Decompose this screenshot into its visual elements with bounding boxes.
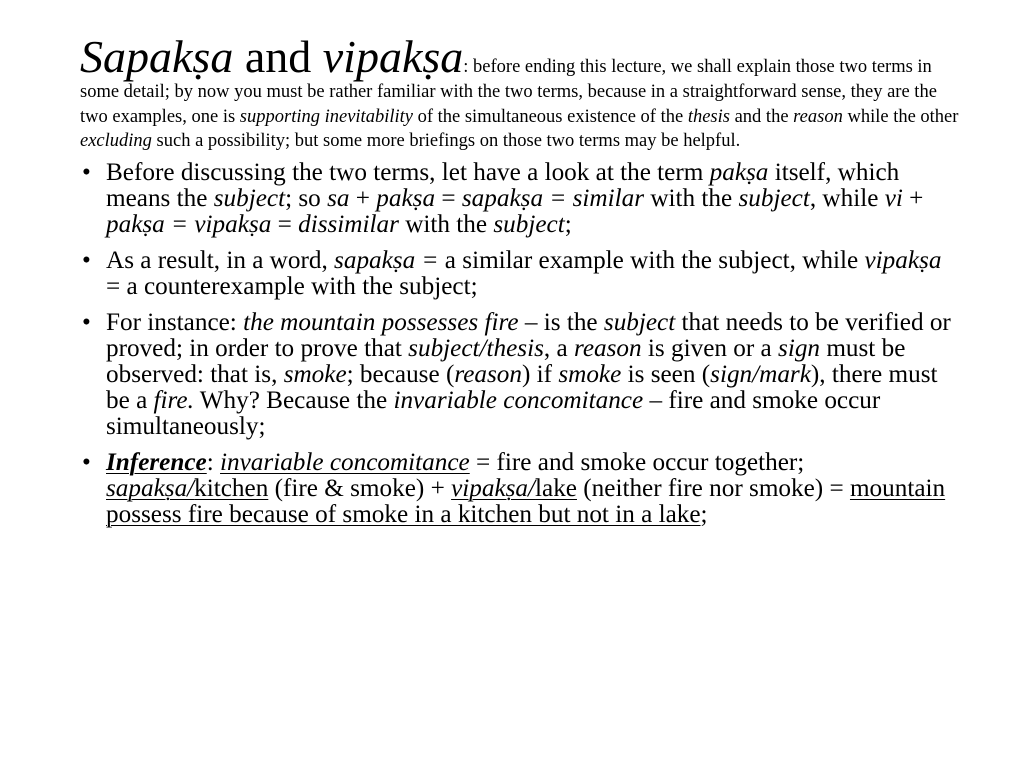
term-subject: subject xyxy=(213,184,286,212)
text: , a xyxy=(543,334,574,362)
term-sign-mark: sign/mark xyxy=(710,360,811,388)
term-sapaksa-similar: sapakṣa = similar xyxy=(461,184,645,212)
text: ; xyxy=(700,500,708,528)
term-inference: Inference xyxy=(106,448,207,476)
title-vipaksa: vipakṣa xyxy=(322,31,464,82)
term-vi: vi xyxy=(884,184,903,212)
bullet-item-3 xyxy=(80,310,960,440)
term-vipaksa: vipakṣa xyxy=(864,246,942,274)
intro-italic-excluding: excluding xyxy=(80,131,152,152)
intro-paragraph xyxy=(80,31,960,154)
term-invariable-concomitance: invariable concomitance xyxy=(220,448,470,476)
text: : xyxy=(206,448,221,476)
text: Why? Because the xyxy=(193,386,394,414)
intro-italic-thesis: thesis xyxy=(687,106,730,127)
text: itself, which means the xyxy=(106,158,900,212)
term-fire: fire. xyxy=(153,386,194,414)
text: a similar example with the subject, while xyxy=(438,246,865,274)
text: is seen ( xyxy=(621,360,711,388)
term-reason: reason xyxy=(573,334,642,362)
bullet-list xyxy=(80,160,960,528)
text: = a counterexample with the subject; xyxy=(106,272,478,300)
intro-text: of the simultaneous existence of the xyxy=(412,106,688,127)
text: = fire and smoke occur together; xyxy=(469,448,805,476)
text: with the xyxy=(398,210,494,238)
text: + xyxy=(902,184,924,212)
bullet-item-1 xyxy=(80,160,960,238)
term-vipaksa: vipakṣa/ xyxy=(451,474,536,502)
term-vipaksa: pakṣa = vipakṣa xyxy=(106,210,272,238)
term-subject-thesis: subject/thesis xyxy=(408,334,544,362)
term-sign: sign xyxy=(778,334,821,362)
term-smoke: smoke xyxy=(283,360,347,388)
text: = xyxy=(435,184,462,212)
intro-italic-supporting: supporting inevitability xyxy=(239,106,413,127)
title-and: and xyxy=(233,31,323,82)
text: that needs to be verified or proved; in order to prove that xyxy=(106,308,951,362)
text: For instance: xyxy=(106,308,244,336)
text: ; xyxy=(564,210,572,238)
term-subject: subject xyxy=(493,210,565,238)
term-paksa: pakṣa xyxy=(376,184,436,212)
term-subject: subject xyxy=(738,184,810,212)
term-kitchen: kitchen xyxy=(194,474,269,502)
text: = xyxy=(271,210,299,238)
text: + xyxy=(349,184,377,212)
text: As a result, in a word, xyxy=(106,246,335,274)
text: ) if xyxy=(521,360,559,388)
text: ; because ( xyxy=(346,360,455,388)
intro-italic-reason: reason xyxy=(793,106,843,127)
term-sa: sa xyxy=(327,184,350,212)
text: is the xyxy=(537,308,604,336)
text: (fire & smoke) + xyxy=(268,474,452,502)
intro-text: such a possibility; but some more briefings on those two terms may be helpful. xyxy=(151,131,741,152)
term-sapaksa: sapakṣa/ xyxy=(106,474,195,502)
text: ; so xyxy=(285,184,328,212)
term-dissimilar: dissimilar xyxy=(298,210,399,238)
text: must be observed: that is, xyxy=(106,334,906,388)
text: fire and smoke occur simultaneously; xyxy=(106,386,881,440)
term-reason: reason xyxy=(454,360,522,388)
bullet-item-4 xyxy=(80,450,960,528)
term-subject: subject xyxy=(603,308,676,336)
text: , while xyxy=(809,184,885,212)
text: Before discussing the two terms, let have a look at the term xyxy=(106,158,710,186)
term-lake: lake xyxy=(535,474,577,502)
term-sapaksa: sapakṣa = xyxy=(334,246,439,274)
title-sapaksa: Sapakṣa xyxy=(80,31,234,82)
bullet-item-2 xyxy=(80,248,960,300)
term-smoke: smoke xyxy=(558,360,622,388)
text: is given or a xyxy=(641,334,779,362)
text: ), there must be a xyxy=(106,360,938,414)
intro-text: : before ending this lecture, we shall explain those two terms in some detail; by now you must be rather familiar with the two terms, because in a straightforward sense, they are the two examples, one is xyxy=(80,57,937,127)
text: (neither fire nor smoke) = xyxy=(576,474,850,502)
slide xyxy=(80,31,960,538)
text: with the xyxy=(644,184,739,212)
intro-text: and the xyxy=(729,106,794,127)
term-mountain-fire: the mountain possesses fire – xyxy=(243,308,538,336)
intro-text: while the other xyxy=(842,106,959,127)
term-paksa: pakṣa xyxy=(709,158,769,186)
conclusion-text: mountain possess fire because of smoke in a kitchen but not in a lake xyxy=(106,474,946,528)
term-invariable-concomitance: invariable concomitance – xyxy=(393,386,663,414)
